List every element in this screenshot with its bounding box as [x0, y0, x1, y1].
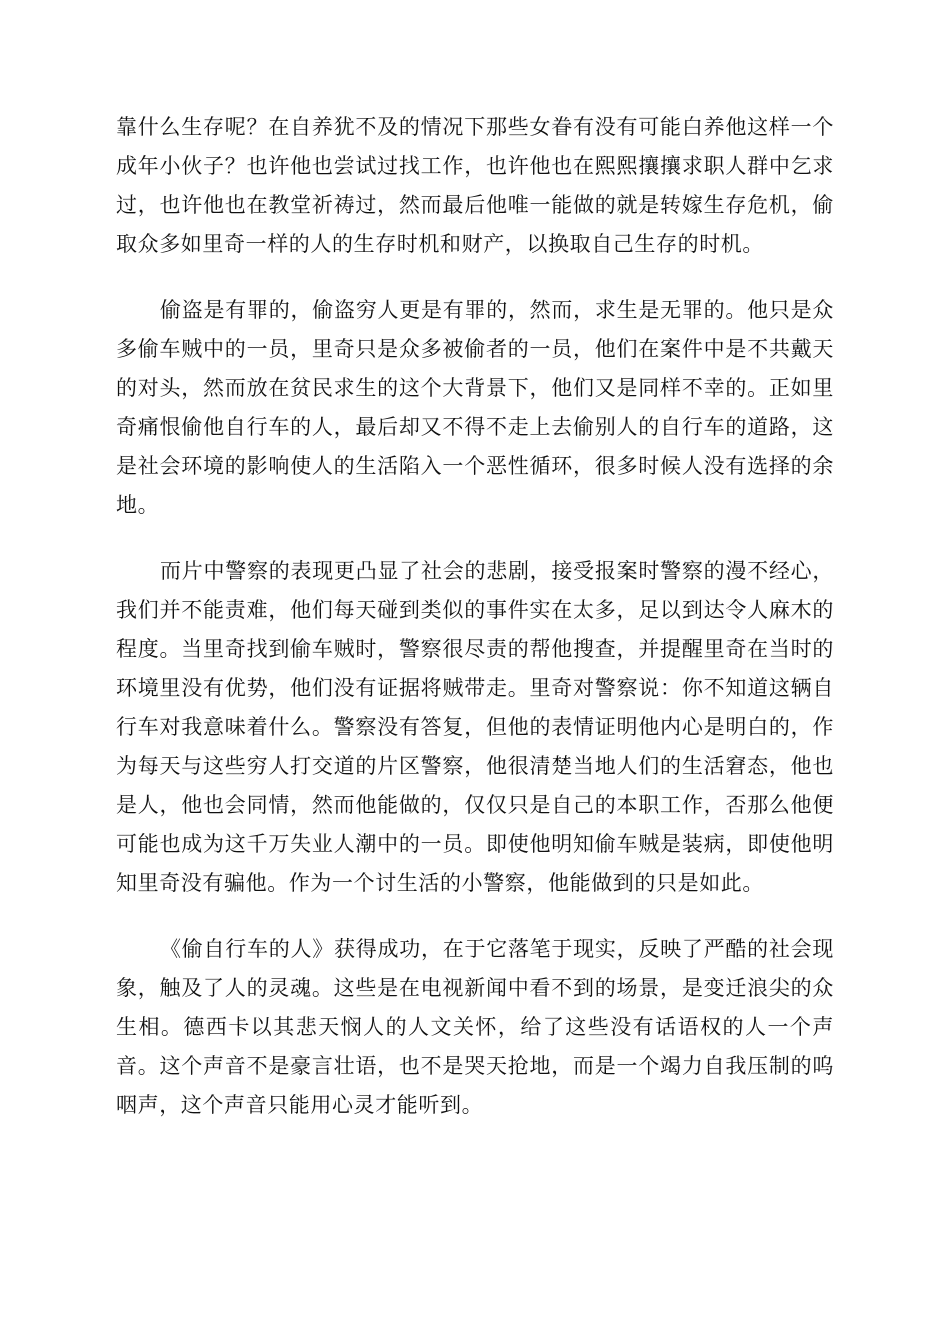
paragraph-police: 而片中警察的表现更凸显了社会的悲剧，接受报案时警察的漫不经心，我们并不能责难，他们每天碰到类似的事件实在太多，足以到达令人麻木的程度。当里奇找到偷车贼时，警察很尽责的帮他搜查，并提醒里奇在当时的环境里没有优势，他们没有证据将贼带走。里奇对警察说：你不知道这辆自行车对我意味着什么。警察没有答复，但他的表情证明他内心是明白的，作为每天与这些穷人打交道的片区警察，他很清楚当地人们的生活窘态，他也是人，他也会同情，然而他能做的，仅仅只是自己的本职工作，否那么他便可能也成为这千万失业人潮中的一员。即使他明知偷车贼是装病，即使他明知里奇没有骗他。作为一个讨生活的小警察，他能做到的只是如此。: [116, 559, 834, 895]
document-body: [116, 108, 834, 1152]
paragraph-conclusion: 《偷自行车的人》获得成功，在于它落笔于现实，反映了严酷的社会现象，触及了人的灵魂。这些是在电视新闻中看不到的场景，是变迁浪尖的众生相。德西卡以其悲天悯人的人文关怀，给了这些没有话语权的人一个声音。这个声音不是豪言壮语，也不是哭天抢地，而是一个竭力自我压制的呜咽声，这个声音只能用心灵才能听到。: [116, 937, 834, 1117]
paragraph-theft-guilt: 偷盗是有罪的，偷盗穷人更是有罪的，然而，求生是无罪的。他只是众多偷车贼中的一员，里奇只是众多被偷者的一员，他们在案件中是不共戴天的对头，然而放在贫民求生的这个大背景下，他们又是同样不幸的。正如里奇痛恨偷他自行车的人，最后却又不得不走上去偷别人的自行车的道路，这是社会环境的影响使人的生活陷入一个恶性循环，很多时候人没有选择的余地。: [116, 298, 834, 517]
paragraph-continuation: 靠什么生存呢？在自养犹不及的情况下那些女眷有没有可能白养他这样一个成年小伙子？也许他也尝试过找工作，也许他也在熙熙攘攘求职人群中乞求过，也许他也在教堂祈祷过，然而最后他唯一能做的就是转嫁生存危机，偷取众多如里奇一样的人的生存时机和财产，以换取自己生存的时机。: [116, 115, 834, 256]
